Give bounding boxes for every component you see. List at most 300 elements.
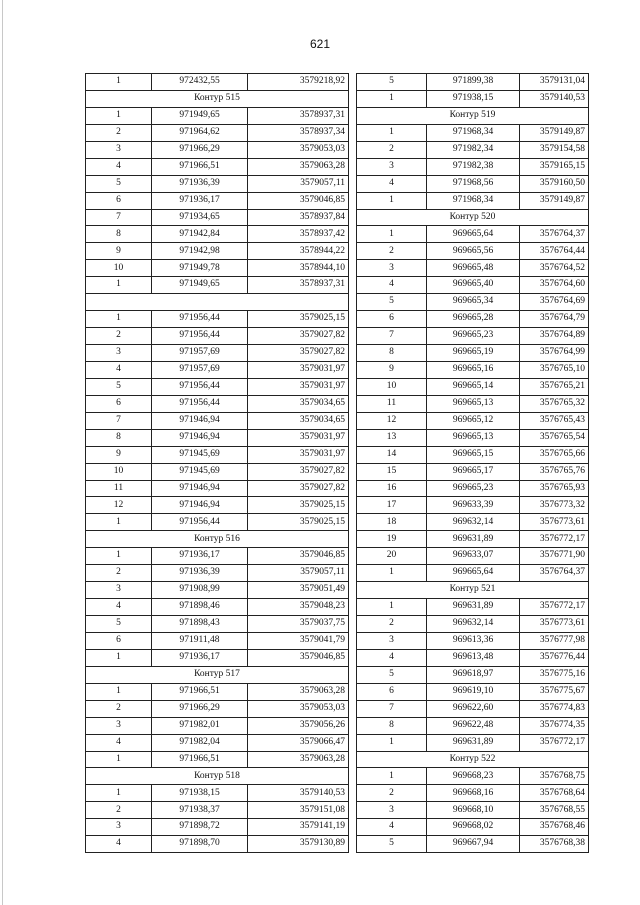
x-coordinate-cell: 969665,48 (427, 260, 520, 277)
table-row (86, 565, 349, 582)
y-coordinate-cell: 3579027,82 (248, 463, 349, 480)
point-number-cell: 4 (86, 599, 152, 616)
coordinates-table-left-body (86, 74, 349, 853)
table-row (357, 666, 589, 683)
table-row (357, 175, 589, 192)
point-number-cell: 9 (86, 446, 152, 463)
point-number-cell: 12 (357, 412, 427, 429)
table-row (357, 616, 589, 633)
point-number-cell: 3 (86, 141, 152, 158)
y-coordinate-cell: 3578937,31 (248, 107, 349, 124)
table-row (357, 480, 589, 497)
x-coordinate-cell: 971982,04 (152, 734, 248, 751)
x-coordinate-cell: 969665,19 (427, 345, 520, 362)
point-number-cell: 3 (86, 582, 152, 599)
x-coordinate-cell: 971949,65 (152, 277, 248, 294)
point-number-cell: 1 (357, 734, 427, 751)
x-coordinate-cell: 971968,56 (427, 175, 520, 192)
point-number-cell: 1 (86, 751, 152, 768)
y-coordinate-cell: 3576764,99 (520, 345, 589, 362)
point-number-cell: 1 (86, 683, 152, 700)
contour-header-row (86, 666, 349, 683)
table-row (86, 446, 349, 463)
y-coordinate-cell: 3576765,43 (520, 412, 589, 429)
y-coordinate-cell: 3579051,49 (248, 582, 349, 599)
page-number: 621 (309, 37, 331, 51)
table-row (357, 311, 589, 328)
contour-header-row (357, 751, 589, 768)
y-coordinate-cell: 3576765,76 (520, 463, 589, 480)
y-coordinate-cell: 3579165,15 (520, 158, 589, 175)
x-coordinate-cell: 971956,44 (152, 395, 248, 412)
point-number-cell: 3 (86, 717, 152, 734)
x-coordinate-cell: 969667,94 (427, 836, 520, 853)
x-coordinate-cell: 971898,43 (152, 616, 248, 633)
x-coordinate-cell: 971936,39 (152, 565, 248, 582)
table-row (357, 260, 589, 277)
x-coordinate-cell: 969668,16 (427, 785, 520, 802)
point-number-cell: 4 (357, 649, 427, 666)
table-row (86, 361, 349, 378)
point-number-cell: 1 (357, 124, 427, 141)
point-number-cell: 1 (357, 768, 427, 785)
table-row (86, 328, 349, 345)
y-coordinate-cell: 3578937,42 (248, 226, 349, 243)
y-coordinate-cell: 3579218,92 (248, 74, 349, 91)
y-coordinate-cell: 3579025,15 (248, 514, 349, 531)
y-coordinate-cell: 3576772,17 (520, 734, 589, 751)
table-row (86, 785, 349, 802)
point-number-cell: 7 (357, 700, 427, 717)
table-row (357, 124, 589, 141)
x-coordinate-cell: 971938,15 (152, 785, 248, 802)
x-coordinate-cell: 971949,65 (152, 107, 248, 124)
x-coordinate-cell: 971936,17 (152, 548, 248, 565)
x-coordinate-cell: 971938,15 (427, 90, 520, 107)
point-number-cell: 1 (357, 192, 427, 209)
point-number-cell: 3 (357, 158, 427, 175)
point-number-cell: 12 (86, 497, 152, 514)
table-row (357, 277, 589, 294)
x-coordinate-cell: 971946,94 (152, 480, 248, 497)
x-coordinate-cell: 969622,60 (427, 700, 520, 717)
y-coordinate-cell: 3576771,90 (520, 548, 589, 565)
table-row (357, 345, 589, 362)
table-row (86, 497, 349, 514)
table-row (357, 294, 589, 311)
point-number-cell: 3 (86, 819, 152, 836)
point-number-cell: 5 (357, 836, 427, 853)
table-row (86, 345, 349, 362)
point-number-cell: 2 (86, 565, 152, 582)
x-coordinate-cell: 969665,13 (427, 429, 520, 446)
point-number-cell: 1 (357, 565, 427, 582)
x-coordinate-cell: 971898,72 (152, 819, 248, 836)
x-coordinate-cell: 971966,29 (152, 700, 248, 717)
contour-header: Контур 522 (357, 751, 589, 768)
table-row (357, 565, 589, 582)
point-number-cell: 2 (357, 616, 427, 633)
x-coordinate-cell: 969665,56 (427, 243, 520, 260)
y-coordinate-cell: 3578937,84 (248, 209, 349, 226)
x-coordinate-cell: 969668,10 (427, 802, 520, 819)
x-coordinate-cell: 969631,89 (427, 734, 520, 751)
y-coordinate-cell: 3579025,15 (248, 497, 349, 514)
table-row (357, 700, 589, 717)
contour-header-row (357, 107, 589, 124)
y-coordinate-cell: 3576765,21 (520, 378, 589, 395)
x-coordinate-cell: 969665,17 (427, 463, 520, 480)
contour-header: Контур 517 (86, 666, 349, 683)
point-number-cell: 4 (86, 158, 152, 175)
x-coordinate-cell: 969668,02 (427, 819, 520, 836)
table-row (86, 260, 349, 277)
table-row (357, 632, 589, 649)
table-row (357, 226, 589, 243)
y-coordinate-cell: 3579031,97 (248, 361, 349, 378)
x-coordinate-cell: 969613,36 (427, 632, 520, 649)
x-coordinate-cell: 972432,55 (152, 74, 248, 91)
x-coordinate-cell: 969665,23 (427, 328, 520, 345)
point-number-cell: 1 (357, 90, 427, 107)
x-coordinate-cell: 969665,12 (427, 412, 520, 429)
y-coordinate-cell: 3576765,54 (520, 429, 589, 446)
y-coordinate-cell: 3579066,47 (248, 734, 349, 751)
table-row (357, 599, 589, 616)
y-coordinate-cell: 3576765,10 (520, 361, 589, 378)
y-coordinate-cell: 3579063,28 (248, 751, 349, 768)
table-row (357, 649, 589, 666)
x-coordinate-cell: 971934,65 (152, 209, 248, 226)
x-coordinate-cell: 969665,34 (427, 294, 520, 311)
point-number-cell: 3 (357, 802, 427, 819)
y-coordinate-cell: 3579149,87 (520, 124, 589, 141)
y-coordinate-cell: 3576764,89 (520, 328, 589, 345)
table-row (357, 768, 589, 785)
contour-header: Контур 516 (86, 531, 349, 548)
x-coordinate-cell: 971936,39 (152, 175, 248, 192)
y-coordinate-cell: 3576773,61 (520, 514, 589, 531)
x-coordinate-cell: 971942,98 (152, 243, 248, 260)
x-coordinate-cell: 969665,14 (427, 378, 520, 395)
point-number-cell: 8 (86, 226, 152, 243)
x-coordinate-cell: 971946,94 (152, 429, 248, 446)
point-number-cell: 1 (86, 107, 152, 124)
y-coordinate-cell: 3576764,52 (520, 260, 589, 277)
x-coordinate-cell: 971966,51 (152, 751, 248, 768)
x-coordinate-cell: 971945,69 (152, 446, 248, 463)
y-coordinate-cell: 3576772,17 (520, 599, 589, 616)
point-number-cell: 1 (86, 74, 152, 91)
x-coordinate-cell: 971938,37 (152, 802, 248, 819)
x-coordinate-cell: 971966,51 (152, 683, 248, 700)
point-number-cell: 20 (357, 548, 427, 565)
point-number-cell: 7 (86, 412, 152, 429)
y-coordinate-cell: 3579037,75 (248, 616, 349, 633)
point-number-cell: 14 (357, 446, 427, 463)
y-coordinate-cell: 3576777,98 (520, 632, 589, 649)
table-row (86, 141, 349, 158)
table-row (86, 683, 349, 700)
x-coordinate-cell: 971936,17 (152, 192, 248, 209)
table-row (86, 209, 349, 226)
contour-header: Контур 518 (86, 768, 349, 785)
x-coordinate-cell: 969619,10 (427, 683, 520, 700)
y-coordinate-cell: 3579141,19 (248, 819, 349, 836)
point-number-cell: 6 (86, 632, 152, 649)
table-row (86, 802, 349, 819)
x-coordinate-cell: 969613,48 (427, 649, 520, 666)
table-row (86, 480, 349, 497)
table-row (86, 548, 349, 565)
contour-header-row (86, 531, 349, 548)
contour-header-row (86, 90, 349, 107)
point-number-cell: 1 (86, 514, 152, 531)
table-row (86, 616, 349, 633)
y-coordinate-cell: 3579046,85 (248, 649, 349, 666)
y-coordinate-cell: 3576776,44 (520, 649, 589, 666)
table-row (357, 90, 589, 107)
table-row (357, 785, 589, 802)
point-number-cell: 1 (86, 311, 152, 328)
x-coordinate-cell: 969665,40 (427, 277, 520, 294)
point-number-cell: 2 (86, 700, 152, 717)
point-number-cell: 4 (86, 836, 152, 853)
point-number-cell: 6 (357, 683, 427, 700)
table-row (86, 463, 349, 480)
point-number-cell: 1 (86, 649, 152, 666)
table-row (357, 158, 589, 175)
table-row (86, 395, 349, 412)
point-number-cell: 1 (86, 548, 152, 565)
table-row (357, 734, 589, 751)
x-coordinate-cell: 969622,48 (427, 717, 520, 734)
table-row (357, 717, 589, 734)
y-coordinate-cell: 3576768,64 (520, 785, 589, 802)
y-coordinate-cell: 3579046,85 (248, 548, 349, 565)
y-coordinate-cell: 3579027,82 (248, 345, 349, 362)
x-coordinate-cell: 971936,17 (152, 649, 248, 666)
x-coordinate-cell: 969665,16 (427, 361, 520, 378)
table-row (357, 361, 589, 378)
y-coordinate-cell: 3576768,38 (520, 836, 589, 853)
table-row (86, 582, 349, 599)
point-number-cell: 5 (357, 666, 427, 683)
y-coordinate-cell: 3579140,53 (520, 90, 589, 107)
y-coordinate-cell: 3576773,61 (520, 616, 589, 633)
y-coordinate-cell: 3579130,89 (248, 836, 349, 853)
table-row (357, 328, 589, 345)
table-row (86, 700, 349, 717)
contour-header (86, 294, 349, 311)
x-coordinate-cell: 969631,89 (427, 599, 520, 616)
x-coordinate-cell: 971964,62 (152, 124, 248, 141)
contour-header-row (86, 768, 349, 785)
x-coordinate-cell: 969618,97 (427, 666, 520, 683)
x-coordinate-cell: 971949,78 (152, 260, 248, 277)
y-coordinate-cell: 3579057,11 (248, 175, 349, 192)
table-row (86, 649, 349, 666)
table-row (86, 107, 349, 124)
table-row (86, 514, 349, 531)
point-number-cell: 4 (357, 277, 427, 294)
point-number-cell: 1 (86, 277, 152, 294)
point-number-cell: 2 (86, 124, 152, 141)
y-coordinate-cell: 3576765,66 (520, 446, 589, 463)
y-coordinate-cell: 3576765,93 (520, 480, 589, 497)
x-coordinate-cell: 971982,01 (152, 717, 248, 734)
table-row (357, 819, 589, 836)
table-row (86, 124, 349, 141)
contour-header-row (86, 294, 349, 311)
y-coordinate-cell: 3579041,79 (248, 632, 349, 649)
point-number-cell: 5 (357, 74, 427, 91)
x-coordinate-cell: 971898,70 (152, 836, 248, 853)
table-row (86, 429, 349, 446)
point-number-cell: 11 (357, 395, 427, 412)
table-row (86, 192, 349, 209)
y-coordinate-cell: 3579063,28 (248, 158, 349, 175)
point-number-cell: 11 (86, 480, 152, 497)
x-coordinate-cell: 971945,69 (152, 463, 248, 480)
x-coordinate-cell: 971966,29 (152, 141, 248, 158)
point-number-cell: 3 (86, 345, 152, 362)
table-row (86, 412, 349, 429)
y-coordinate-cell: 3579031,97 (248, 429, 349, 446)
point-number-cell: 9 (86, 243, 152, 260)
point-number-cell: 8 (357, 717, 427, 734)
point-number-cell: 10 (357, 378, 427, 395)
y-coordinate-cell: 3576773,32 (520, 497, 589, 514)
x-coordinate-cell: 969633,39 (427, 497, 520, 514)
table-row (357, 429, 589, 446)
y-coordinate-cell: 3576764,37 (520, 565, 589, 582)
y-coordinate-cell: 3579160,50 (520, 175, 589, 192)
point-number-cell: 5 (86, 616, 152, 633)
x-coordinate-cell: 971956,44 (152, 328, 248, 345)
y-coordinate-cell: 3576764,44 (520, 243, 589, 260)
y-coordinate-cell: 3578944,10 (248, 260, 349, 277)
y-coordinate-cell: 3579034,65 (248, 412, 349, 429)
contour-header: Контур 520 (357, 209, 589, 226)
x-coordinate-cell: 969633,07 (427, 548, 520, 565)
y-coordinate-cell: 3578944,22 (248, 243, 349, 260)
x-coordinate-cell: 971982,34 (427, 141, 520, 158)
y-coordinate-cell: 3578937,34 (248, 124, 349, 141)
point-number-cell: 9 (357, 361, 427, 378)
point-number-cell: 2 (357, 243, 427, 260)
point-number-cell: 16 (357, 480, 427, 497)
y-coordinate-cell: 3579056,26 (248, 717, 349, 734)
point-number-cell: 19 (357, 531, 427, 548)
point-number-cell: 8 (357, 345, 427, 362)
table-row (86, 74, 349, 91)
point-number-cell: 17 (357, 497, 427, 514)
x-coordinate-cell: 969632,14 (427, 616, 520, 633)
y-coordinate-cell: 3576772,17 (520, 531, 589, 548)
x-coordinate-cell: 969632,14 (427, 514, 520, 531)
x-coordinate-cell: 969665,28 (427, 311, 520, 328)
y-coordinate-cell: 3579149,87 (520, 192, 589, 209)
table-row (357, 243, 589, 260)
table-row (357, 548, 589, 565)
table-row (86, 311, 349, 328)
y-coordinate-cell: 3579034,65 (248, 395, 349, 412)
table-row (357, 446, 589, 463)
contour-header: Контур 515 (86, 90, 349, 107)
x-coordinate-cell: 969665,64 (427, 565, 520, 582)
y-coordinate-cell: 3576764,37 (520, 226, 589, 243)
table-row (86, 836, 349, 853)
y-coordinate-cell: 3579053,03 (248, 141, 349, 158)
point-number-cell: 5 (86, 378, 152, 395)
point-number-cell: 3 (357, 632, 427, 649)
y-coordinate-cell: 3576764,69 (520, 294, 589, 311)
point-number-cell: 4 (357, 175, 427, 192)
y-coordinate-cell: 3576775,16 (520, 666, 589, 683)
point-number-cell: 6 (86, 192, 152, 209)
contour-header-row (357, 209, 589, 226)
y-coordinate-cell: 3579048,23 (248, 599, 349, 616)
y-coordinate-cell: 3579025,15 (248, 311, 349, 328)
contour-header: Контур 519 (357, 107, 589, 124)
y-coordinate-cell: 3579053,03 (248, 700, 349, 717)
table-row (357, 802, 589, 819)
y-coordinate-cell: 3579057,11 (248, 565, 349, 582)
point-number-cell: 5 (357, 294, 427, 311)
x-coordinate-cell: 971898,46 (152, 599, 248, 616)
y-coordinate-cell: 3579027,82 (248, 480, 349, 497)
y-coordinate-cell: 3579031,97 (248, 446, 349, 463)
x-coordinate-cell: 971957,69 (152, 361, 248, 378)
x-coordinate-cell: 971956,44 (152, 311, 248, 328)
point-number-cell: 15 (357, 463, 427, 480)
y-coordinate-cell: 3578937,31 (248, 277, 349, 294)
x-coordinate-cell: 971966,51 (152, 158, 248, 175)
table-row (357, 395, 589, 412)
table-row (357, 836, 589, 853)
x-coordinate-cell: 969665,13 (427, 395, 520, 412)
y-coordinate-cell: 3579046,85 (248, 192, 349, 209)
coordinates-table-right (356, 73, 589, 853)
table-row (357, 378, 589, 395)
y-coordinate-cell: 3576768,75 (520, 768, 589, 785)
x-coordinate-cell: 971968,34 (427, 124, 520, 141)
y-coordinate-cell: 3579151,08 (248, 802, 349, 819)
x-coordinate-cell: 971957,69 (152, 345, 248, 362)
table-row (86, 751, 349, 768)
y-coordinate-cell: 3576765,32 (520, 395, 589, 412)
y-coordinate-cell: 3576768,55 (520, 802, 589, 819)
point-number-cell: 10 (86, 463, 152, 480)
x-coordinate-cell: 971942,84 (152, 226, 248, 243)
point-number-cell: 2 (86, 328, 152, 345)
y-coordinate-cell: 3579140,53 (248, 785, 349, 802)
table-row (357, 683, 589, 700)
point-number-cell: 2 (357, 141, 427, 158)
point-number-cell: 8 (86, 429, 152, 446)
y-coordinate-cell: 3579031,97 (248, 378, 349, 395)
contour-header: Контур 521 (357, 582, 589, 599)
x-coordinate-cell: 971899,38 (427, 74, 520, 91)
point-number-cell: 4 (86, 734, 152, 751)
x-coordinate-cell: 971982,38 (427, 158, 520, 175)
x-coordinate-cell: 971946,94 (152, 497, 248, 514)
table-row (86, 175, 349, 192)
x-coordinate-cell: 969665,15 (427, 446, 520, 463)
point-number-cell: 3 (357, 260, 427, 277)
point-number-cell: 2 (86, 802, 152, 819)
